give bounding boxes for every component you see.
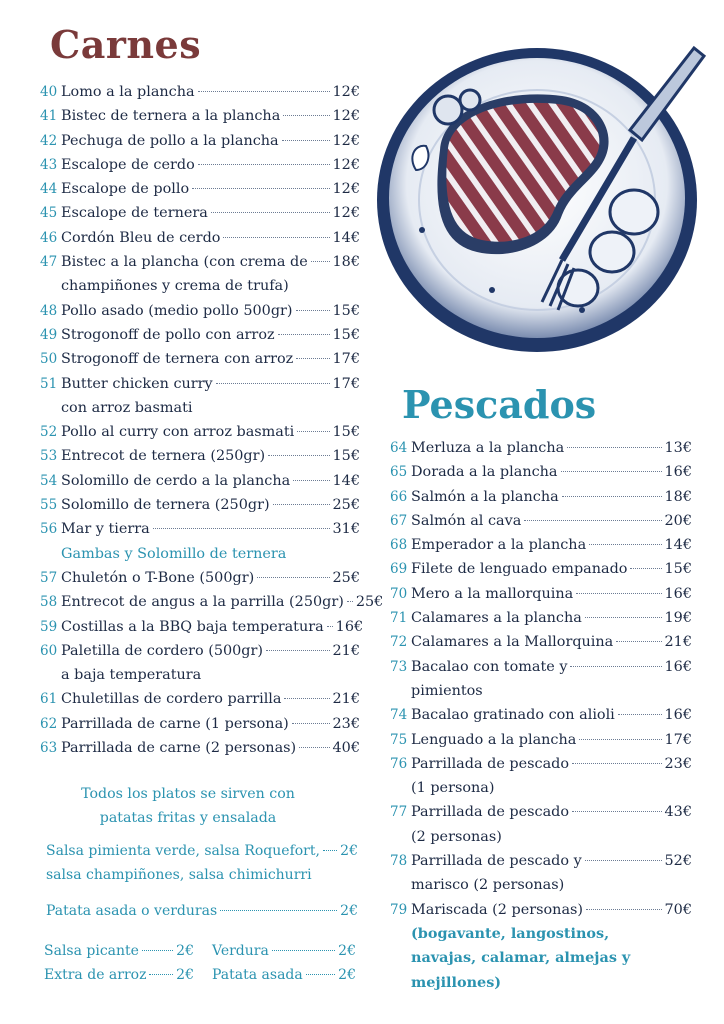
item-number: 58 [40, 594, 58, 611]
item-name: Calamares a la plancha [411, 610, 582, 627]
menu-item-row [40, 615, 364, 639]
item-name: Escalope de cerdo [61, 156, 195, 173]
menu-item [40, 444, 360, 468]
item-price: 14€ [332, 472, 360, 489]
item-number: 49 [40, 326, 58, 343]
extra-price: 2€ [338, 967, 356, 983]
item-number: 44 [40, 181, 58, 198]
dot-leader [192, 188, 329, 189]
menu-item [40, 566, 360, 590]
dot-leader [257, 577, 329, 578]
item-price: 15€ [332, 424, 360, 441]
menu-item [40, 129, 360, 153]
item-name: Merluza a la plancha [411, 440, 565, 456]
menu-item [390, 703, 692, 727]
menu-item-row [40, 736, 360, 760]
menu-item-row [390, 655, 692, 679]
menu-item [390, 533, 692, 557]
menu-item-row [40, 226, 360, 250]
item-price: 16€ [335, 618, 364, 635]
item-name: Parrillada de carne (2 personas) [61, 740, 297, 757]
item-price: 40€ [332, 740, 360, 757]
menu-item-row [40, 80, 360, 104]
item-name: Cordón Bleu de cerdo [61, 229, 221, 246]
menu-item-row [390, 752, 692, 776]
menu-item [40, 590, 384, 614]
item-number: 48 [40, 302, 58, 319]
item-price: 25€ [355, 594, 384, 611]
menu-item [390, 436, 692, 460]
menu-item-row [390, 703, 692, 727]
item-price: 18€ [664, 488, 692, 505]
dot-leader [149, 974, 173, 975]
item-name: Paletilla de cordero (500gr) [61, 642, 264, 659]
item-price: 14€ [664, 537, 692, 554]
item-description: (bogavante, langostinos, [411, 924, 610, 942]
sauces-line1: Salsa pimienta verde, salsa Roquefort, [46, 843, 320, 859]
menu-item [40, 469, 360, 493]
item-name: Filete de lenguado empanado [411, 561, 628, 578]
menu-item-row [390, 485, 692, 509]
item-price: 15€ [332, 326, 360, 343]
menu-item [40, 517, 360, 566]
dot-leader [272, 950, 335, 951]
menu-item [40, 372, 360, 421]
item-name-continued: a baja temperatura [61, 667, 202, 684]
item-description: Gambas y Solomillo de ternera [61, 545, 287, 562]
item-number: 54 [40, 472, 58, 489]
item-number: 45 [40, 205, 58, 222]
item-name: Bistec a la plancha (con crema de [61, 254, 308, 271]
menu-item [40, 226, 360, 250]
item-price: 52€ [664, 853, 692, 870]
menu-item [40, 347, 360, 371]
item-price: 17€ [664, 731, 692, 748]
item-name: Bacalao gratinado con alioli [411, 707, 615, 724]
menu-item-row [390, 582, 692, 606]
menu-item-row [390, 728, 692, 752]
menu-item-row [40, 104, 360, 128]
item-price: 25€ [332, 569, 360, 586]
menu-item [40, 299, 360, 323]
item-number: 72 [390, 634, 408, 651]
sides-note-line1: Todos los platos se sirven con [81, 786, 295, 802]
item-number: 60 [40, 642, 58, 659]
item-price: 31€ [332, 521, 360, 538]
menu-item [40, 250, 360, 299]
item-price: 25€ [332, 497, 360, 514]
menu-item-row [390, 630, 692, 654]
menu-item-row [40, 420, 360, 444]
item-name-continued: champiñones y crema de trufa) [61, 278, 289, 295]
item-name: Butter chicken curry [61, 375, 213, 392]
item-price: 70€ [664, 901, 692, 918]
patata-label: Patata asada o verduras [46, 903, 218, 919]
dot-leader [561, 471, 662, 472]
item-price: 12€ [332, 156, 360, 173]
pescados-list [390, 436, 692, 995]
menu-item-row [390, 509, 692, 533]
extra-item [212, 967, 356, 983]
dot-leader [579, 739, 661, 740]
menu-item-row [390, 898, 692, 922]
menu-item-row [390, 849, 692, 873]
dot-leader [296, 358, 329, 359]
item-name: Entrecot de angus a la parrilla (250gr) [61, 594, 344, 611]
item-name: Emperador a la plancha [411, 537, 587, 554]
pescados-title: Pescados [402, 382, 597, 427]
menu-item-row [40, 323, 360, 347]
menu-item-row [40, 444, 360, 468]
item-number: 68 [390, 537, 408, 554]
menu-item-row [40, 590, 384, 614]
menu-item [390, 898, 692, 995]
item-price: 43€ [664, 804, 692, 821]
item-name: Mariscada (2 personas) [411, 901, 584, 918]
item-price: 16€ [664, 464, 692, 481]
item-number: 79 [390, 901, 408, 918]
menu-item-row [40, 566, 360, 590]
item-price: 13€ [664, 440, 692, 456]
item-price: 15€ [664, 561, 692, 578]
menu-item [40, 177, 360, 201]
item-number: 56 [40, 521, 58, 538]
menu-item-row [40, 153, 360, 177]
dot-leader [296, 310, 330, 311]
menu-item [40, 736, 360, 760]
item-number: 66 [390, 488, 408, 505]
item-name: Lomo a la plancha [61, 84, 195, 100]
item-price: 21€ [332, 642, 360, 659]
item-price: 15€ [332, 448, 360, 465]
extra-item [212, 943, 356, 959]
item-description: navajas, calamar, almejas y [411, 949, 631, 967]
menu-item-row [390, 460, 692, 484]
dot-leader [292, 723, 330, 724]
menu-item [40, 420, 360, 444]
extra-name: Salsa picante [44, 943, 139, 959]
item-description: mejillones) [411, 973, 502, 991]
item-name: Mar y tierra [61, 521, 150, 538]
menu-item [390, 849, 692, 898]
dot-leader [278, 334, 330, 335]
menu-item [390, 606, 692, 630]
item-price: 21€ [664, 634, 692, 651]
item-price: 23€ [332, 715, 360, 732]
item-price: 14€ [332, 229, 360, 246]
item-name: Lenguado a la plancha [411, 731, 577, 748]
item-name: Costillas a la BBQ baja temperatura [61, 618, 324, 635]
item-price: 17€ [332, 351, 360, 368]
dot-leader [220, 910, 337, 911]
menu-item-row [40, 372, 360, 396]
item-price: 17€ [332, 375, 360, 392]
item-price: 23€ [664, 755, 692, 772]
item-number: 43 [40, 156, 58, 173]
extra-price: 2€ [338, 943, 356, 959]
dot-leader [306, 974, 335, 975]
dot-leader [311, 261, 330, 262]
item-number: 67 [390, 512, 408, 529]
extra-name: Patata asada [212, 967, 303, 983]
menu-item [40, 712, 360, 736]
item-price: 12€ [332, 84, 360, 100]
menu-item-row [40, 469, 360, 493]
item-number: 64 [390, 440, 408, 456]
item-name: Bacalao con tomate y [411, 658, 568, 675]
item-number: 57 [40, 569, 58, 586]
item-number: 61 [40, 691, 58, 708]
dot-leader [142, 950, 173, 951]
item-name: Bistec de ternera a la plancha [61, 108, 281, 125]
dot-leader [347, 601, 353, 602]
menu-item-row [40, 493, 360, 517]
item-name: Parrillada de carne (1 persona) [61, 715, 289, 732]
item-number: 63 [40, 740, 58, 757]
menu-item [40, 323, 360, 347]
extra-item [44, 943, 194, 959]
menu-item-row [390, 533, 692, 557]
item-name: Chuletillas de cordero parrilla [61, 691, 282, 708]
item-number: 76 [390, 755, 408, 772]
menu-item-row [390, 557, 692, 581]
item-number: 78 [390, 853, 408, 870]
item-number: 46 [40, 229, 58, 246]
item-number: 65 [390, 464, 408, 481]
item-price: 21€ [332, 691, 360, 708]
dot-leader [198, 91, 330, 92]
dot-leader [570, 666, 661, 667]
item-number: 40 [40, 84, 58, 100]
item-name: Strogonoff de pollo con arroz [61, 326, 275, 343]
extra-price: 2€ [176, 943, 194, 959]
menu-item-row [40, 712, 360, 736]
menu-item-row [40, 177, 360, 201]
menu-item-row [40, 201, 360, 225]
item-number: 59 [40, 618, 58, 635]
dot-leader [299, 747, 329, 748]
item-price: 16€ [664, 658, 692, 675]
item-name-continued: pimientos [411, 682, 483, 699]
item-price: 12€ [332, 205, 360, 222]
item-name: Parrillada de pescado [411, 755, 570, 772]
dot-leader [273, 504, 330, 505]
item-name-continued: con arroz basmati [61, 399, 193, 416]
item-price: 16€ [664, 707, 692, 724]
item-number: 71 [390, 610, 408, 627]
item-name: Chuletón o T-Bone (500gr) [61, 569, 255, 586]
dot-leader [589, 544, 661, 545]
item-number: 74 [390, 707, 408, 724]
dot-leader [572, 811, 661, 812]
item-name-continued: (1 persona) [411, 780, 495, 797]
item-name: Salmón a la plancha [411, 488, 559, 505]
dot-leader [562, 496, 662, 497]
item-price: 20€ [664, 512, 692, 529]
menu-item-row [40, 687, 360, 711]
menu-item [390, 728, 692, 752]
item-name: Parrillada de pescado [411, 804, 570, 821]
item-number: 70 [390, 585, 408, 602]
item-name: Calamares a la Mallorquina [411, 634, 614, 651]
dot-leader [268, 455, 329, 456]
dot-leader [223, 237, 329, 238]
item-number: 62 [40, 715, 58, 732]
dot-leader [293, 480, 329, 481]
item-price: 12€ [332, 108, 360, 125]
menu-item [390, 460, 692, 484]
dot-leader [616, 641, 661, 642]
carnes-list [40, 80, 384, 760]
item-name: Mero a la mallorquina [411, 585, 574, 602]
item-number: 53 [40, 448, 58, 465]
menu-item [390, 485, 692, 509]
menu-item [390, 509, 692, 533]
item-name-continued: marisco (2 personas) [411, 877, 565, 894]
menu-item-row [40, 299, 360, 323]
sauces-price: 2€ [340, 843, 358, 859]
item-name: Salmón al cava [411, 512, 522, 529]
dot-leader [282, 140, 330, 141]
item-number: 52 [40, 424, 58, 441]
item-name: Solomillo de cerdo a la plancha [61, 472, 291, 489]
item-number: 42 [40, 132, 58, 149]
menu-item-row [390, 436, 692, 460]
dot-leader [297, 431, 329, 432]
extra-price: 2€ [176, 967, 194, 983]
item-name: Pechuga de pollo a la plancha [61, 132, 279, 149]
dot-leader [524, 520, 661, 521]
patata-price: 2€ [340, 903, 358, 919]
item-price: 19€ [664, 610, 692, 627]
item-name: Parrillada de pescado y [411, 853, 582, 870]
dot-leader [323, 850, 337, 851]
item-price: 18€ [332, 254, 360, 271]
dot-leader [153, 528, 330, 529]
menu-item [40, 104, 360, 128]
item-name: Escalope de ternera [61, 205, 208, 222]
menu-item [390, 655, 692, 704]
menu-item-row [40, 250, 360, 274]
item-price: 16€ [664, 585, 692, 602]
item-name: Solomillo de ternera (250gr) [61, 497, 270, 514]
item-number: 73 [390, 658, 408, 675]
item-price: 15€ [332, 302, 360, 319]
dot-leader [618, 714, 662, 715]
item-name: Pollo al curry con arroz basmati [61, 424, 295, 441]
item-number: 55 [40, 497, 58, 514]
patata-row [46, 903, 358, 919]
item-number: 50 [40, 351, 58, 368]
dot-leader [284, 698, 329, 699]
dot-leader [216, 383, 330, 384]
menu-item-row [40, 129, 360, 153]
dot-leader [567, 447, 661, 448]
menu-item [390, 557, 692, 581]
sides-note-line2: patatas fritas y ensalada [99, 810, 277, 826]
menu-item-row [390, 606, 692, 630]
extra-item [44, 967, 194, 983]
item-name: Escalope de pollo [61, 181, 190, 198]
carnes-title: Carnes [50, 22, 202, 67]
item-price: 12€ [332, 181, 360, 198]
menu-item [40, 493, 360, 517]
item-name: Strogonoff de ternera con arroz [61, 351, 294, 368]
menu-item [40, 153, 360, 177]
item-name: Pollo asado (medio pollo 500gr) [61, 302, 293, 319]
menu-item [40, 615, 364, 639]
dot-leader [198, 164, 330, 165]
dot-leader [283, 115, 329, 116]
item-number: 47 [40, 254, 58, 271]
menu-item [390, 582, 692, 606]
item-number: 75 [390, 731, 408, 748]
extra-name: Extra de arroz [44, 967, 147, 983]
sauces-line2: salsa champiñones, salsa chimichurri [46, 867, 312, 883]
item-number: 69 [390, 561, 408, 578]
dot-leader [630, 568, 661, 569]
menu-item [40, 687, 360, 711]
dot-leader [576, 593, 661, 594]
item-number: 77 [390, 804, 408, 821]
menu-item [40, 80, 360, 104]
dot-leader [211, 212, 330, 213]
item-name: Dorada a la plancha [411, 464, 558, 481]
item-number: 51 [40, 375, 58, 392]
dot-leader [585, 860, 662, 861]
menu-item [40, 201, 360, 225]
sauces-row-2 [46, 867, 312, 883]
sides-note [48, 782, 328, 830]
item-name: Entrecot de ternera (250gr) [61, 448, 266, 465]
extra-name: Verdura [212, 943, 269, 959]
menu-item-row [390, 800, 692, 824]
dot-leader [266, 650, 330, 651]
sauces-row [46, 843, 358, 859]
menu-item-row [40, 347, 360, 371]
dot-leader [327, 626, 333, 627]
menu-item-row [40, 639, 360, 663]
menu-item-row [40, 517, 360, 541]
menu-item [40, 639, 360, 688]
dot-leader [586, 909, 661, 910]
menu-item [390, 752, 692, 801]
item-name-continued: (2 personas) [411, 828, 502, 845]
dot-leader [585, 617, 662, 618]
item-price: 12€ [332, 132, 360, 149]
menu-item [390, 630, 692, 654]
steak-plate-illustration [372, 40, 712, 370]
menu-item [390, 800, 692, 849]
dot-leader [572, 763, 661, 764]
item-number: 41 [40, 108, 58, 125]
